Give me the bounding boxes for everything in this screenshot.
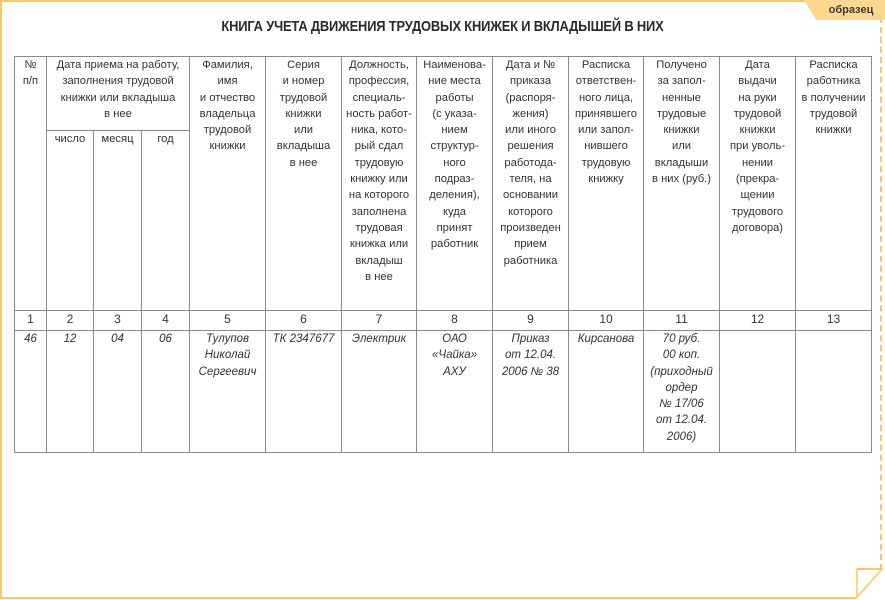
header-text: и номер	[282, 75, 325, 88]
cell-text: (приходный	[650, 365, 713, 378]
header-text: Получено	[656, 59, 707, 71]
header-col-6	[266, 57, 342, 311]
document-title: КНИГА УЧЕТА ДВИЖЕНИЯ ТРУДОВЫХ КНИЖЕК И ВКЛАДЫШЕЙ В НИХ	[221, 18, 664, 35]
header-text: трудовой	[203, 124, 252, 137]
header-text: трудовой	[279, 91, 328, 104]
header-col-13	[796, 57, 872, 311]
header-text: подраз-	[434, 173, 475, 186]
header-text: теля, на	[509, 173, 552, 186]
cell-text: 00 коп.	[662, 349, 701, 362]
header-text: за запол-	[657, 75, 706, 88]
header-text: книжка или	[349, 238, 409, 251]
cell-owner-name	[190, 331, 266, 453]
header-text: работника	[503, 254, 558, 267]
header-text: куда	[443, 205, 467, 218]
header-text: в нее	[104, 107, 132, 120]
column-number: 9	[493, 311, 569, 331]
header-sub-day	[47, 131, 94, 311]
header-col-1	[15, 57, 47, 311]
cell-text: 2006)	[666, 430, 697, 443]
cell-text: ордер	[665, 381, 698, 394]
header-text: владельца	[199, 107, 256, 120]
header-text: жения)	[512, 107, 549, 120]
cell-order	[493, 331, 569, 453]
header-date-group	[47, 57, 190, 131]
cell-workplace	[417, 331, 493, 453]
header-text: профессия,	[348, 75, 410, 88]
header-text: ного	[443, 156, 466, 169]
header-text: щении	[740, 189, 775, 202]
cell-worker-receipt	[796, 331, 872, 453]
header-text: книжку или	[350, 173, 408, 186]
header-text: работник	[430, 238, 479, 251]
header-text: нием	[441, 124, 468, 137]
header-text: №	[24, 59, 37, 71]
header-text: Серия	[287, 59, 320, 71]
cell-text: 70 руб.	[662, 333, 701, 345]
header-col-12	[720, 57, 796, 311]
header-text: книжки или вкладыша	[60, 91, 176, 104]
header-text: приказа	[509, 75, 552, 88]
header-text: (распоря-	[505, 91, 556, 104]
header-text: на которого	[348, 189, 410, 202]
column-number: 2	[47, 311, 94, 331]
header-text: книжки	[663, 124, 700, 137]
header-text: книжки	[739, 124, 776, 137]
column-number: 7	[342, 311, 417, 331]
column-number: 4	[142, 311, 190, 331]
column-number: 6	[266, 311, 342, 331]
header-text: число	[54, 133, 86, 145]
header-text: деления),	[429, 189, 480, 202]
header-text: в получении	[801, 91, 866, 104]
header-text: трудовую	[354, 156, 404, 169]
column-number: 12	[720, 311, 796, 331]
header-text: трудовой	[809, 107, 858, 120]
header-text: вкладыши	[654, 156, 709, 169]
header-text: произведен	[500, 221, 561, 234]
column-number: 10	[569, 311, 644, 331]
header-text: ответствен-	[575, 75, 637, 88]
header-text: заполнения трудовой	[62, 75, 174, 88]
table-row	[15, 331, 872, 453]
header-text: специаль-	[352, 91, 406, 104]
header-text: вкладыш	[355, 254, 403, 267]
header-text: месяц	[101, 133, 134, 145]
header-text: работода-	[504, 156, 557, 169]
header-text: вкладыша	[276, 140, 331, 153]
header-text: трудовая	[355, 221, 403, 234]
header-text: трудовой	[733, 107, 782, 120]
cell-year: 06	[142, 331, 190, 453]
header-text: год	[157, 133, 174, 145]
header-text: работника	[806, 75, 861, 88]
header-text: (прекра-	[735, 173, 780, 186]
header-text: ненные	[662, 91, 702, 104]
header-text: книжки	[285, 107, 322, 120]
header-text: нении	[741, 156, 774, 169]
header-sub-month	[94, 131, 142, 311]
page-frame-right-edge	[880, 17, 882, 570]
cell-record-number: 46	[15, 331, 47, 453]
cell-text: ОАО	[442, 333, 467, 345]
header-text: Расписка	[809, 59, 858, 71]
header-col-5	[190, 57, 266, 311]
column-number: 8	[417, 311, 493, 331]
header-text: или иного	[505, 124, 556, 137]
header-text: выдачи	[738, 75, 777, 88]
cell-text: от 12.04.	[504, 349, 557, 362]
header-text: трудовые	[656, 107, 707, 120]
header-text: заполнена	[351, 205, 407, 218]
cell-book-number: ТК 2347677	[266, 331, 342, 453]
column-number: 13	[796, 311, 872, 331]
header-text: в них (руб.)	[652, 173, 711, 186]
header-text: договора)	[732, 221, 784, 234]
cell-text: АХУ	[443, 365, 466, 378]
header-text: основании	[503, 189, 558, 202]
header-text: (с указа-	[432, 107, 477, 120]
cell-text: Приказ	[511, 333, 550, 345]
cell-paid	[644, 331, 720, 453]
header-text: Расписка	[581, 59, 631, 71]
header-text: прием	[514, 238, 547, 251]
cell-text: 2006 № 38	[501, 365, 560, 378]
header-text: книжки	[815, 124, 852, 137]
cell-text: от 12.04.	[655, 414, 708, 427]
cell-receipt-person: Кирсанова	[569, 331, 644, 453]
header-text: книжки	[209, 140, 246, 153]
header-text: структур-	[430, 140, 479, 153]
cell-day: 12	[47, 331, 94, 453]
header-text: принявшего	[575, 107, 637, 120]
cell-text: «Чайка»	[431, 349, 478, 362]
header-text: ного лица,	[578, 91, 634, 104]
header-text: или	[672, 140, 692, 153]
header-text: или запол-	[578, 124, 634, 137]
header-text: имя	[217, 75, 238, 88]
cell-position: Электрик	[342, 331, 417, 453]
header-text: на руки	[738, 91, 777, 104]
cell-text: № 17/06	[659, 398, 704, 411]
header-text: п/п	[22, 75, 39, 88]
column-number: 5	[190, 311, 266, 331]
header-col-10	[569, 57, 644, 311]
column-number: 3	[94, 311, 142, 331]
header-text: нившего	[584, 140, 628, 153]
header-text: или	[294, 124, 314, 137]
header-text: работы	[435, 91, 474, 104]
header-text: при уволь-	[729, 140, 786, 153]
cell-issue-date	[720, 331, 796, 453]
header-text: Дата и №	[505, 59, 556, 71]
cell-text: Тулупов	[205, 333, 250, 345]
sample-badge-label: образец	[828, 4, 874, 16]
header-text: в нее	[289, 156, 318, 169]
page-frame-bottom-edge	[0, 597, 857, 599]
header-text: рый сдал	[354, 140, 404, 153]
header-text: которого	[508, 205, 553, 218]
header-text: трудовую	[581, 156, 631, 169]
column-number-row	[15, 311, 872, 331]
header-text: ника, кото-	[351, 124, 407, 137]
header-text: в нее	[365, 270, 393, 283]
header-text: Наименова-	[423, 59, 486, 71]
column-number: 1	[15, 311, 47, 331]
header-text: ние места	[428, 75, 481, 88]
header-text: решения	[507, 140, 554, 153]
header-col-8	[417, 57, 493, 311]
header-text: трудового	[731, 205, 784, 218]
cell-text: Николай	[204, 349, 251, 362]
header-text: Дата приема на работу,	[56, 59, 180, 71]
page-curl-icon	[853, 568, 885, 600]
header-text: ность работ-	[346, 107, 412, 120]
ledger-table	[14, 56, 872, 453]
header-text: Дата	[745, 59, 770, 71]
header-text: Должность,	[349, 59, 409, 71]
header-col-9	[493, 57, 569, 311]
header-text: и отчество	[199, 91, 256, 104]
header-sub-year	[142, 131, 190, 311]
cell-month: 04	[94, 331, 142, 453]
header-text: принят	[436, 221, 473, 234]
column-number: 11	[644, 311, 720, 331]
header-col-11	[644, 57, 720, 311]
header-text: книжку	[588, 173, 624, 186]
cell-text: Сергеевич	[198, 365, 257, 378]
header-col-7	[342, 57, 417, 311]
header-text: Фамилия,	[202, 59, 253, 71]
